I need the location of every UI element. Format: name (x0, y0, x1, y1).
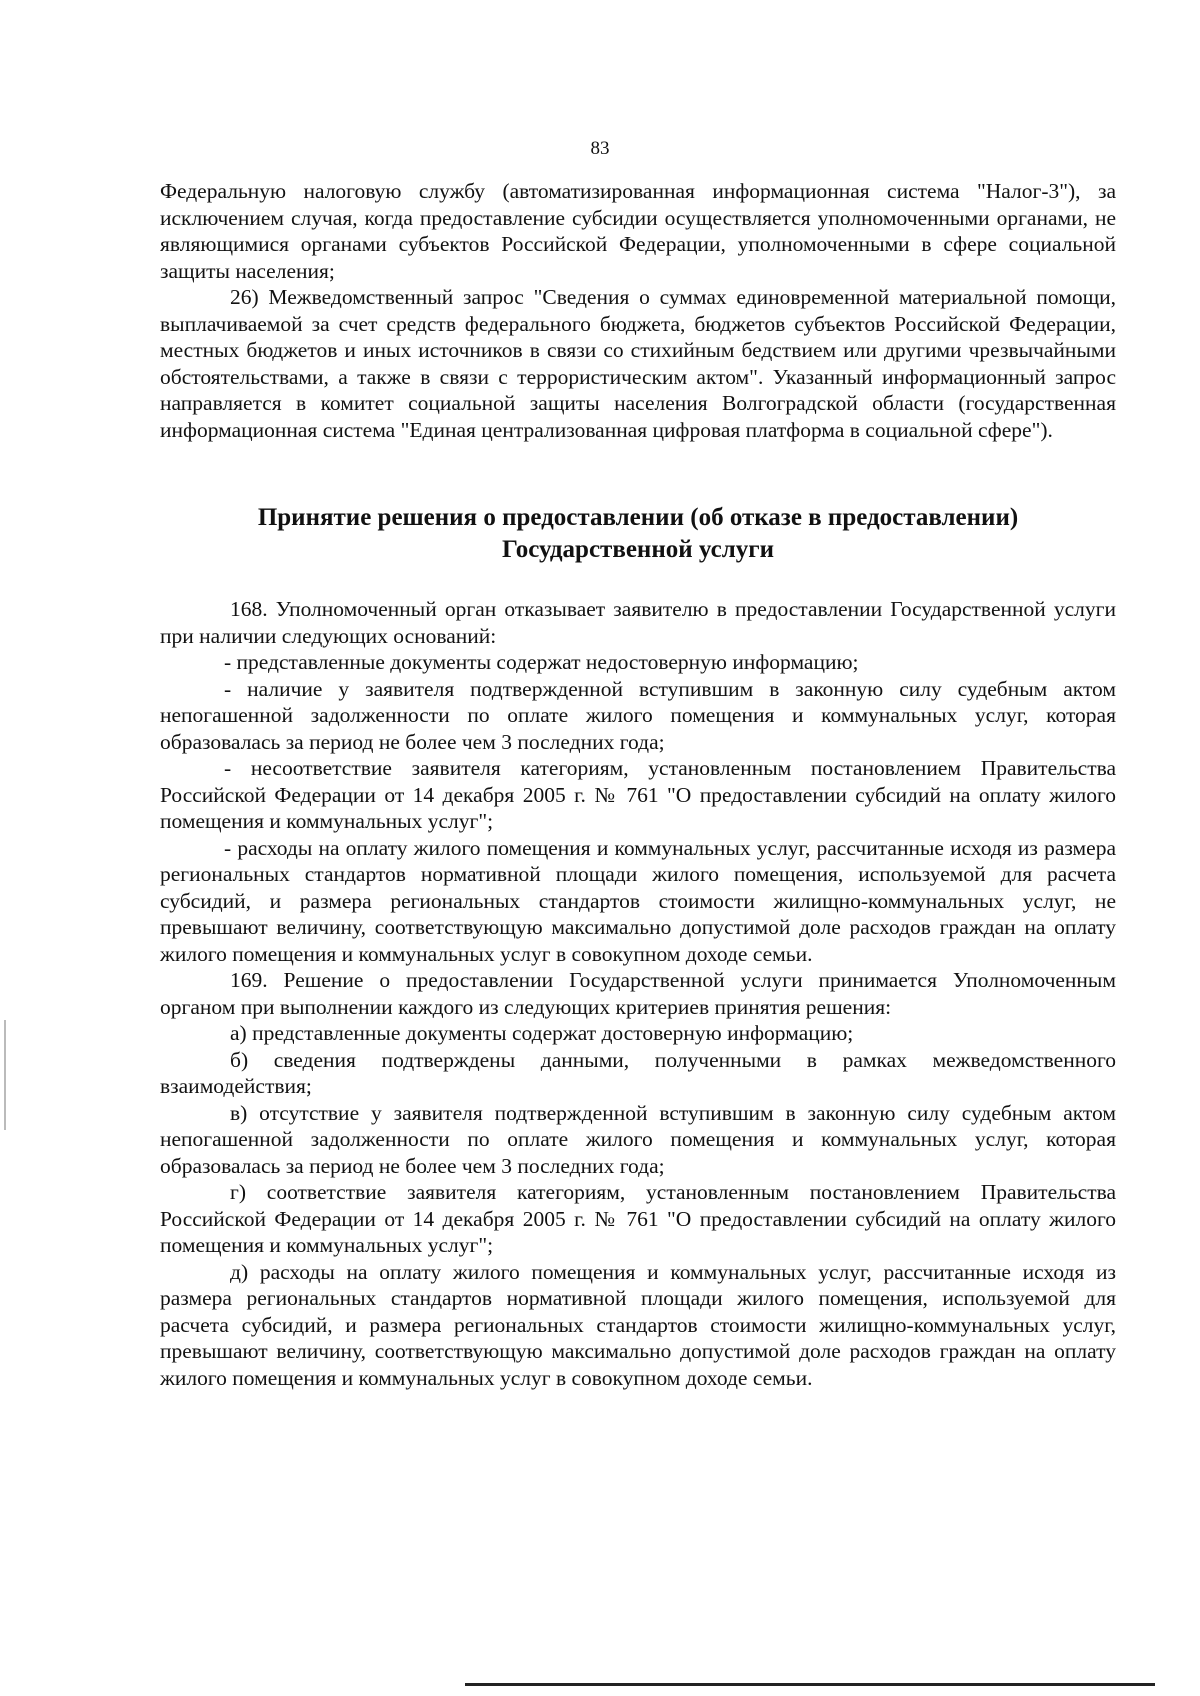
paragraph-169-item-v: в) отсутствие у заявителя подтвержденной вступившим в законную силу судебным актом непогашенной задолженности по оплате жилого помещения и коммунальных услуг, которая образовалась за период не более чем 3 последних года; (160, 1100, 1116, 1178)
paragraph-169-item-d: д) расходы на оплату жилого помещения и коммунальных услуг, рассчитанные исходя из размера региональных стандартов нормативной площади жилого помещения, используемой для расчета субсидий, и размера региональных стандартов стоимости жилищно-коммунальных услуг, превышают величину, соответствующую максимально допустимой доле расходов граждан на оплату жилого помещения и коммунальных услуг в совокупном доходе семьи. (160, 1259, 1116, 1390)
paragraph-continuation: Федеральную налоговую службу (автоматизированная информационная система "Налог-3"), за исключением случая, когда предоставление субсидии осуществляется уполномоченными органами, не являющимися органами субъектов Российской Федерации, уполномоченными в сфере социальной защиты населения; (160, 179, 1116, 283)
section-heading-line-2: Государственной услуги (502, 536, 774, 563)
paragraph-169: 169. Решение о предоставлении Государственной услуги принимается Уполномоченным органом при выполнении каждого из следующих критериев принятия решения: (160, 968, 1116, 1019)
paragraph-168-item-2: - наличие у заявителя подтвержденной вступившим в законную силу судебным актом непогашенной задолженности по оплате жилого помещения и коммунальных услуг, которая образовалась за период не более чем 3 последних года; (160, 676, 1116, 754)
continuation-block (160, 178, 1116, 443)
paragraph-168-item-3: - несоответствие заявителя категориям, установленным постановлением Правительства Российской Федерации от 14 декабря 2005 г. № 761 "О предоставлении субсидий на оплату жилого помещения и коммунальных услуг"; (160, 756, 1116, 833)
section-heading (160, 502, 1116, 566)
paragraph-168: 168. Уполномоченный орган отказывает заявителю в предоставлении Государственной услуги при наличии следующих оснований: (160, 597, 1116, 648)
paragraph-169-item-g: г) соответствие заявителя категориям, установленным постановлением Правительства Российской Федерации от 14 декабря 2005 г. № 761 "О предоставлении субсидий на оплату жилого помещения и коммунальных услуг"; (160, 1180, 1116, 1257)
section-heading-line-1: Принятие решения о предоставлении (об отказе в предоставлении) (257, 504, 1019, 531)
bottom-rule (465, 1683, 1155, 1686)
decision-block (160, 596, 1116, 1391)
paragraph-169-item-a: а) представленные документы содержат достоверную информацию; (230, 1021, 854, 1045)
scan-margin-mark (4, 1020, 6, 1130)
paragraph-168-item-1: - представленные документы содержат недостоверную информацию; (224, 650, 859, 674)
page-number: 83 (590, 138, 610, 159)
paragraph-item-26: 26) Межведомственный запрос "Сведения о суммах единовременной материальной помощи, выплачиваемой за счет средств федерального бюджета, бюджетов субъектов Российской Федерации, местных бюджетов и иных источников в связи со стихийным бедствием или другими чрезвычайными обстоятельствами, а также в связи с террористическим актом". Указанный информационный запрос направляется в комитет социальной защиты населения Волгоградской области (государственная информационная система "Единая централизованная цифровая платформа в социальной сфере"). (160, 285, 1116, 442)
paragraph-169-item-b: б) сведения подтверждены данными, полученными в рамках межведомственного взаимодействия; (160, 1047, 1116, 1098)
paragraph-168-item-4: - расходы на оплату жилого помещения и коммунальных услуг, рассчитанные исходя из размера региональных стандартов нормативной площади жилого помещения, используемой для расчета субсидий, и размера региональных стандартов стоимости жилищно-коммунальных услуг, не превышают величину, соответствующую максимально допустимой доле расходов граждан на оплату жилого помещения и коммунальных услуг в совокупном доходе семьи. (160, 835, 1116, 966)
